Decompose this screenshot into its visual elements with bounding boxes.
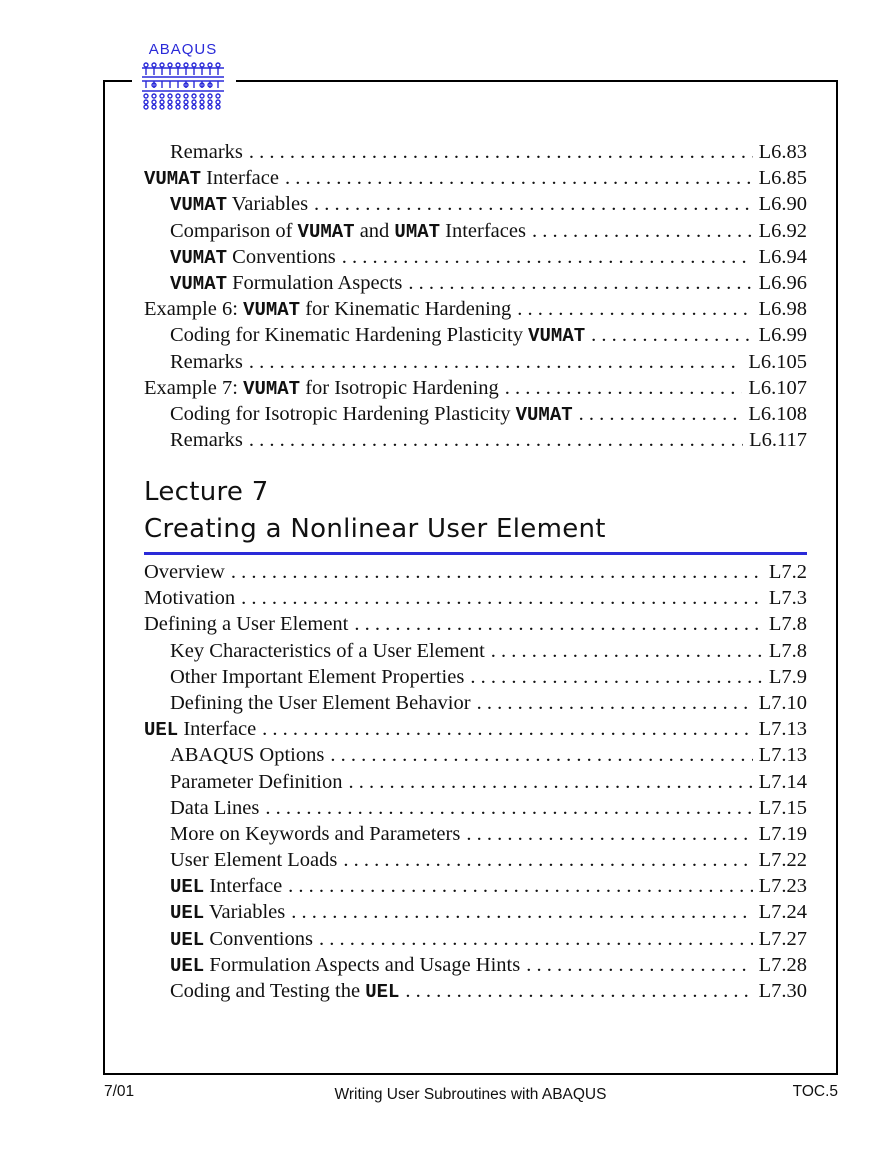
code-keyword: UEL bbox=[170, 902, 205, 925]
title-text: Formulation Aspects and Usage Hints bbox=[204, 953, 521, 976]
toc-entry-title bbox=[170, 349, 243, 375]
title-text: Interface bbox=[201, 167, 279, 190]
toc-entry-page: L7.13 bbox=[758, 718, 807, 741]
toc-entry-page: L6.83 bbox=[758, 141, 807, 163]
dot-leader bbox=[405, 978, 752, 1004]
toc-entry bbox=[144, 244, 807, 270]
dot-leader bbox=[241, 585, 763, 611]
title-text: Overview bbox=[144, 561, 225, 583]
toc-entry bbox=[144, 742, 807, 768]
toc-entry-title bbox=[170, 244, 336, 271]
title-text: Variables bbox=[227, 193, 309, 216]
title-text: Coding for Isotropic Hardening Plasticity bbox=[170, 402, 516, 425]
toc-section-lecture-6 bbox=[144, 139, 807, 453]
title-text: Example 6: bbox=[144, 298, 244, 321]
toc-entry bbox=[144, 270, 807, 296]
toc-entry-page: L7.14 bbox=[758, 770, 807, 793]
title-text: User Element Loads bbox=[170, 849, 338, 872]
title-text: Data Lines bbox=[170, 796, 260, 819]
toc-entry-title bbox=[170, 821, 460, 847]
title-text: Defining the User Element Behavior bbox=[170, 691, 471, 714]
toc-entry-title bbox=[170, 795, 259, 821]
code-keyword: VUMAT bbox=[297, 220, 355, 243]
toc-entry-page: L7.10 bbox=[758, 691, 807, 714]
toc-entry-title bbox=[170, 873, 282, 900]
toc-entry-page: L7.13 bbox=[758, 744, 807, 767]
toc-entry-page: L7.15 bbox=[758, 796, 807, 819]
title-text: Key Characteristics of a User Element bbox=[170, 639, 485, 662]
toc-entry bbox=[144, 795, 807, 821]
title-text: Defining a User Element bbox=[144, 613, 349, 636]
toc-entry-title bbox=[170, 952, 520, 979]
toc-entry-title bbox=[170, 742, 324, 768]
dot-leader bbox=[285, 165, 753, 191]
toc-entry bbox=[144, 349, 807, 375]
toc-entry-title bbox=[170, 270, 402, 297]
footer-page-number: TOC.5 bbox=[792, 1083, 838, 1100]
toc-entry bbox=[144, 585, 807, 611]
toc-entry-title bbox=[144, 165, 279, 192]
toc-entry-title bbox=[170, 427, 243, 453]
title-text: Remarks bbox=[170, 350, 243, 373]
dot-leader bbox=[288, 873, 752, 899]
dot-leader bbox=[532, 218, 753, 244]
toc-entry bbox=[144, 218, 807, 244]
toc-entry-page: L7.2 bbox=[768, 561, 807, 583]
dot-leader bbox=[348, 769, 752, 795]
dot-leader bbox=[262, 716, 752, 742]
title-text: for Isotropic Hardening bbox=[300, 376, 499, 399]
toc-entry bbox=[144, 375, 807, 401]
dot-leader bbox=[249, 349, 742, 375]
code-keyword: VUMAT bbox=[144, 168, 202, 191]
code-keyword: UMAT bbox=[394, 220, 441, 243]
toc-entry-title bbox=[170, 401, 573, 428]
lecture-number: Lecture 7 bbox=[144, 477, 269, 507]
dot-leader bbox=[291, 899, 752, 925]
dot-leader bbox=[354, 611, 762, 637]
toc-entry-title bbox=[144, 585, 235, 611]
title-text: Coding for Kinematic Hardening Plasticity bbox=[170, 324, 529, 347]
code-keyword: VUMAT bbox=[170, 246, 228, 269]
code-keyword: UEL bbox=[144, 719, 179, 742]
title-text: Comparison of bbox=[170, 219, 298, 242]
toc-entry-page: L7.8 bbox=[768, 639, 807, 662]
toc-entry-title bbox=[144, 375, 499, 402]
dot-leader bbox=[343, 847, 752, 873]
toc-entry bbox=[144, 899, 807, 925]
dot-leader bbox=[477, 690, 753, 716]
toc-entry-title bbox=[170, 139, 243, 165]
title-text: Conventions bbox=[227, 245, 336, 268]
toc-entry bbox=[144, 716, 807, 742]
abaqus-logo bbox=[140, 42, 226, 110]
toc-entry-page: L6.107 bbox=[748, 376, 807, 399]
toc-entry-page: L7.23 bbox=[758, 875, 807, 898]
toc-entry bbox=[144, 847, 807, 873]
code-keyword: VUMAT bbox=[528, 325, 586, 348]
toc-entry bbox=[144, 296, 807, 322]
toc-entry-page: L6.85 bbox=[758, 167, 807, 190]
toc-entry-title bbox=[170, 322, 585, 349]
toc-entry-title bbox=[170, 690, 471, 716]
toc-entry bbox=[144, 322, 807, 348]
footer-date: 7/01 bbox=[104, 1083, 135, 1100]
toc-entry-title bbox=[170, 191, 308, 218]
dot-leader bbox=[319, 926, 753, 952]
lecture-title: Creating a Nonlinear User Element bbox=[144, 514, 606, 544]
code-keyword: VUMAT bbox=[243, 377, 301, 400]
toc-entry-title bbox=[170, 218, 526, 245]
toc-entry bbox=[144, 664, 807, 690]
toc-entry-page: L7.8 bbox=[768, 613, 807, 636]
lecture-heading bbox=[144, 474, 807, 555]
code-keyword: VUMAT bbox=[243, 299, 301, 322]
dot-leader bbox=[231, 559, 763, 585]
toc-entry-title bbox=[170, 769, 342, 795]
title-text: Example 7: bbox=[144, 376, 244, 399]
toc-entry bbox=[144, 165, 807, 191]
logo-glyph-icon bbox=[140, 62, 226, 110]
toc-entry-title bbox=[144, 611, 348, 637]
toc-entry-page: L7.27 bbox=[758, 927, 807, 950]
code-keyword: VUMAT bbox=[170, 194, 228, 217]
title-text: Formulation Aspects bbox=[227, 271, 403, 294]
toc-entry-title bbox=[144, 296, 511, 323]
title-text: and bbox=[354, 219, 395, 242]
logo-word: ABAQUS bbox=[148, 41, 218, 58]
toc-entry-page: L6.92 bbox=[758, 219, 807, 242]
toc-entry-page: L6.98 bbox=[758, 298, 807, 321]
toc-entry-title bbox=[170, 638, 485, 664]
title-text: Coding and Testing the bbox=[170, 980, 366, 1002]
title-text: Variables bbox=[204, 901, 286, 924]
dot-leader bbox=[408, 270, 752, 296]
toc-entry bbox=[144, 611, 807, 637]
title-text: Remarks bbox=[170, 141, 243, 163]
dot-leader bbox=[249, 139, 753, 165]
toc-entry-title bbox=[170, 847, 337, 873]
toc-entry bbox=[144, 821, 807, 847]
toc-entry-page: L6.117 bbox=[749, 429, 807, 452]
toc-entry bbox=[144, 638, 807, 664]
toc-entry bbox=[144, 978, 807, 1004]
dot-leader bbox=[579, 401, 743, 427]
code-keyword: UEL bbox=[170, 954, 205, 977]
toc-entry bbox=[144, 926, 807, 952]
toc-entry bbox=[144, 690, 807, 716]
toc-entry bbox=[144, 427, 807, 453]
toc-section-lecture-7 bbox=[144, 559, 807, 1004]
code-keyword: VUMAT bbox=[515, 403, 573, 426]
title-text: Conventions bbox=[204, 927, 313, 950]
title-text: Motivation bbox=[144, 587, 236, 610]
dot-leader bbox=[342, 244, 753, 270]
toc-entry-page: L7.28 bbox=[758, 953, 807, 976]
dot-leader bbox=[265, 795, 752, 821]
toc-entry-page: L7.9 bbox=[768, 665, 807, 688]
title-text: ABAQUS Options bbox=[170, 744, 325, 767]
dot-leader bbox=[517, 296, 752, 322]
dot-leader bbox=[314, 191, 753, 217]
title-text: for Kinematic Hardening bbox=[300, 298, 512, 321]
toc-entry bbox=[144, 559, 807, 585]
title-text: Remarks bbox=[170, 429, 243, 452]
title-text: Interface bbox=[178, 718, 257, 741]
lecture-title-rule bbox=[144, 552, 807, 555]
toc-entry-page: L6.105 bbox=[748, 350, 807, 373]
toc-entry bbox=[144, 401, 807, 427]
toc-entry bbox=[144, 952, 807, 978]
title-text: Parameter Definition bbox=[170, 770, 343, 793]
toc-entry-page: L6.94 bbox=[758, 245, 807, 268]
dot-leader bbox=[470, 664, 763, 690]
title-text: More on Keywords and Parameters bbox=[170, 822, 461, 845]
title-text: Interfaces bbox=[440, 219, 526, 242]
code-keyword: UEL bbox=[170, 876, 205, 899]
code-keyword: VUMAT bbox=[170, 272, 228, 295]
dot-leader bbox=[249, 427, 743, 453]
dot-leader bbox=[466, 821, 752, 847]
toc-entry-page: L6.96 bbox=[758, 271, 807, 294]
toc-entry bbox=[144, 191, 807, 217]
toc-entry-page: L7.30 bbox=[758, 980, 807, 1002]
toc-entry-page: L6.99 bbox=[758, 324, 807, 347]
toc-entry-title bbox=[144, 559, 225, 585]
toc-entry-page: L7.19 bbox=[758, 822, 807, 845]
toc-entry bbox=[144, 769, 807, 795]
toc-entry-page: L6.90 bbox=[758, 193, 807, 216]
dot-leader bbox=[491, 638, 763, 664]
dot-leader bbox=[526, 952, 752, 978]
toc-entry-title bbox=[170, 899, 285, 926]
footer-title: Writing User Subroutines with ABAQUS bbox=[334, 1086, 607, 1103]
toc-entry-page: L7.22 bbox=[758, 849, 807, 872]
dot-leader bbox=[591, 322, 752, 348]
toc-entry-page: L6.108 bbox=[748, 402, 807, 425]
toc-entry bbox=[144, 873, 807, 899]
toc-entry-title bbox=[170, 978, 399, 1005]
toc-entry-title bbox=[170, 926, 313, 953]
code-keyword: UEL bbox=[365, 981, 400, 1003]
toc-entry bbox=[144, 139, 807, 165]
dot-leader bbox=[330, 742, 752, 768]
title-text: Interface bbox=[204, 875, 283, 898]
dot-leader bbox=[505, 375, 743, 401]
toc-entry-page: L7.3 bbox=[768, 587, 807, 610]
title-text: Other Important Element Properties bbox=[170, 665, 465, 688]
toc-entry-title bbox=[170, 664, 464, 690]
code-keyword: UEL bbox=[170, 928, 205, 951]
toc-entry-page: L7.24 bbox=[758, 901, 807, 924]
toc-entry-title bbox=[144, 716, 256, 743]
